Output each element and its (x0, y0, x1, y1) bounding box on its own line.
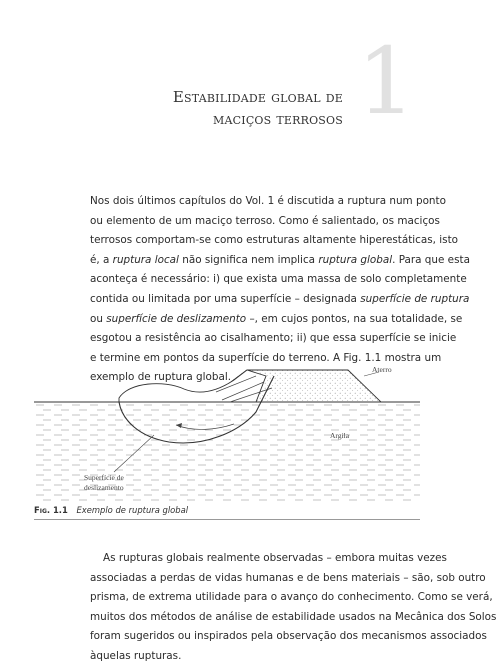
paragraph-2-line-3: prisma, de extrema utilidade para o avanço do conhecimento. Como se verá, (90, 591, 493, 604)
text-run: –, em cujos pontos, na sua totalidade, se (246, 312, 463, 325)
paragraph-1-line-1: Nos dois últimos capítulos do Vol. 1 é discutida a ruptura num ponto (90, 195, 446, 207)
term-superficie-de-ruptura: superfície de ruptura (360, 292, 470, 305)
caption-divider (34, 519, 420, 520)
chapter-title (173, 86, 343, 130)
paragraph-1-line-9: e termine em pontos da superfície do terreno. A Fig. 1.1 mostra um (90, 351, 442, 364)
paragraph-1-line-4 (90, 251, 470, 271)
chapter-number: 1 (357, 28, 416, 135)
label-aterro: Aterro (372, 365, 392, 374)
term-ruptura-global: ruptura global (318, 253, 393, 266)
paragraph-2-line-5: foram sugeridos ou inspirados pela observação dos mecanismos associados (90, 630, 487, 643)
chapter-title-line2: maciços terrosos (213, 110, 343, 128)
figure-1-1 (34, 362, 420, 502)
text-run: não significa nem implica (178, 253, 319, 266)
paragraph-2-line-1: As rupturas globais realmente observadas – embora muitas vezes (103, 552, 447, 564)
paragraph-1-line-2: ou elemento de um maciço terroso. Como é salientado, os maciços (90, 214, 440, 227)
paragraph-2-line-2: associadas a perdas de vidas humanas e de bens materiais – são, sob outro (90, 571, 486, 584)
paragraph-1-line-3: terrosos comportam-se como estruturas altamente hiperestáticas, isto (90, 234, 458, 247)
text-run: é, a (90, 253, 113, 266)
chapter-title-line1: Estabilidade global de (172, 88, 343, 106)
paragraph-1-line-6 (90, 290, 470, 310)
paragraph-1-line-8: esgotou a resistência ao cisalhamento; ii) que essa superfície se inicie (90, 332, 457, 345)
text-run: . Para que esta (392, 253, 470, 266)
text-run: contida ou limitada por uma superfície – designada (90, 292, 361, 305)
term-ruptura-local: ruptura local (112, 253, 179, 266)
caption-text: Exemplo de ruptura global (76, 505, 189, 515)
paragraph-2-line-4: muitos dos métodos de análise de estabilidade usados na Mecânica dos Solos (90, 610, 496, 623)
paragraph-1 (90, 192, 470, 388)
paragraph-1-line-7 (90, 310, 463, 330)
label-surface-line-2: deslizamento (84, 483, 124, 492)
paragraph-1-line-5: aconteça é necessário: i) que exista uma massa de solo completamente (90, 273, 467, 286)
paragraph-2 (90, 549, 496, 667)
paragraph-1-line-10: exemplo de ruptura global. (90, 371, 232, 384)
term-superficie-de-deslizamento: superfície de deslizamento (106, 312, 247, 325)
text-run: ou (90, 312, 107, 325)
caption-label: Fig. 1.1 (34, 505, 68, 515)
paragraph-2-line-6: àquelas rupturas. (90, 649, 182, 662)
label-argila: Argila (330, 431, 350, 440)
label-surface-line-1: Superfície de (84, 473, 124, 482)
figure-caption (34, 505, 188, 515)
